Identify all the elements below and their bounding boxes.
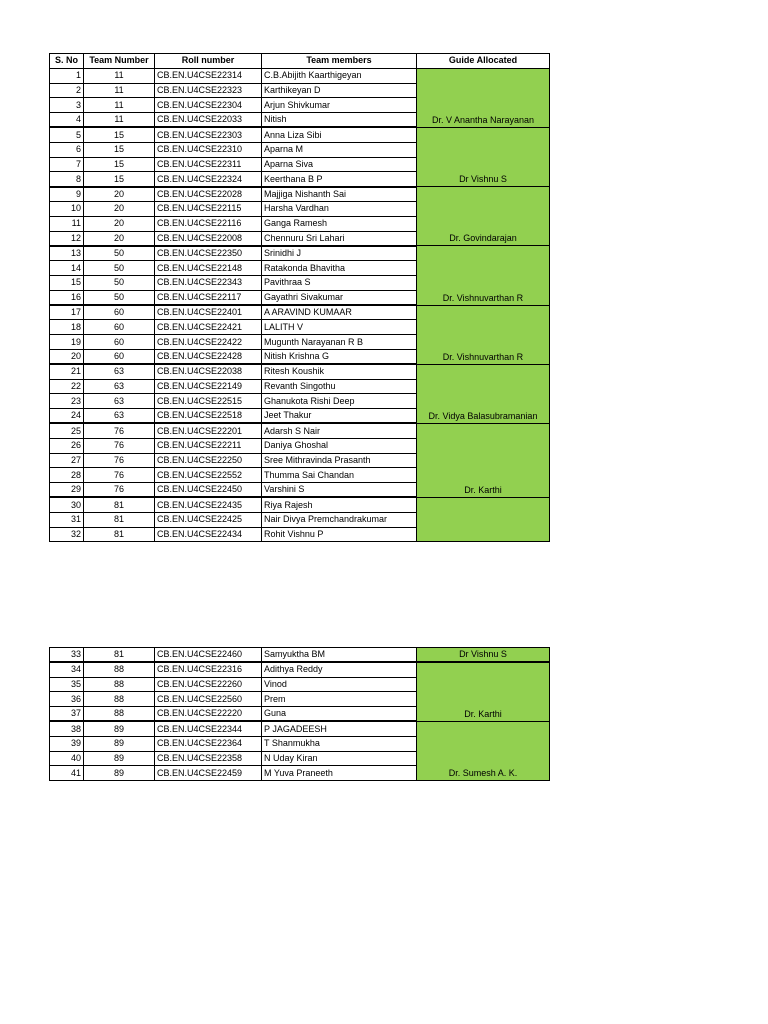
cell-roll-number: CB.EN.U4CSE22033 bbox=[155, 113, 262, 128]
cell-roll-number: CB.EN.U4CSE22116 bbox=[155, 216, 262, 231]
cell-roll-number: CB.EN.U4CSE22028 bbox=[155, 187, 262, 202]
cell-team-member: Ratakonda Bhavitha bbox=[262, 261, 417, 276]
cell-team-number: 76 bbox=[84, 453, 155, 468]
table-row bbox=[50, 648, 550, 663]
guide-allocation-table-1 bbox=[49, 53, 550, 542]
cell-team-member: Gayathri Sivakumar bbox=[262, 290, 417, 305]
cell-team-number: 81 bbox=[84, 497, 155, 512]
cell-team-member: Ganga Ramesh bbox=[262, 216, 417, 231]
cell-sno: 32 bbox=[50, 527, 84, 542]
cell-team-number: 76 bbox=[84, 468, 155, 483]
cell-team-member: C.B.Abijith Kaarthigeyan bbox=[262, 68, 417, 83]
cell-team-member: A ARAVIND KUMAAR bbox=[262, 305, 417, 320]
cell-team-member: M Yuva Praneeth bbox=[262, 766, 417, 781]
cell-sno: 12 bbox=[50, 231, 84, 246]
cell-team-member: Adarsh S Nair bbox=[262, 423, 417, 438]
cell-sno: 20 bbox=[50, 349, 84, 364]
cell-sno: 24 bbox=[50, 409, 84, 424]
header-team-members: Team members bbox=[262, 54, 417, 69]
cell-sno: 2 bbox=[50, 83, 84, 98]
cell-team-number: 11 bbox=[84, 113, 155, 128]
cell-team-number: 63 bbox=[84, 379, 155, 394]
cell-team-number: 81 bbox=[84, 648, 155, 663]
cell-roll-number: CB.EN.U4CSE22211 bbox=[155, 438, 262, 453]
cell-team-member: Aparna Siva bbox=[262, 157, 417, 172]
cell-team-number: 76 bbox=[84, 423, 155, 438]
cell-team-number: 63 bbox=[84, 409, 155, 424]
cell-team-number: 63 bbox=[84, 394, 155, 409]
cell-sno: 7 bbox=[50, 157, 84, 172]
cell-sno: 13 bbox=[50, 246, 84, 261]
cell-team-member: Nitish bbox=[262, 113, 417, 128]
header-row bbox=[50, 54, 550, 69]
table-body-1 bbox=[50, 68, 550, 542]
cell-team-member: Ghanukota Rishi Deep bbox=[262, 394, 417, 409]
cell-roll-number: CB.EN.U4CSE22364 bbox=[155, 736, 262, 751]
cell-roll-number: CB.EN.U4CSE22149 bbox=[155, 379, 262, 394]
cell-team-member: Pavithraa S bbox=[262, 275, 417, 290]
cell-team-number: 60 bbox=[84, 305, 155, 320]
cell-team-member: N Uday Kiran bbox=[262, 751, 417, 766]
cell-roll-number: CB.EN.U4CSE22304 bbox=[155, 98, 262, 113]
cell-team-number: 11 bbox=[84, 68, 155, 83]
cell-team-number: 50 bbox=[84, 261, 155, 276]
cell-sno: 21 bbox=[50, 364, 84, 379]
cell-guide-allocated: Dr Vishnu S bbox=[417, 127, 550, 186]
cell-team-number: 60 bbox=[84, 349, 155, 364]
cell-guide-allocated bbox=[417, 497, 550, 541]
cell-team-member: Samyuktha BM bbox=[262, 648, 417, 663]
cell-roll-number: CB.EN.U4CSE22434 bbox=[155, 527, 262, 542]
cell-sno: 10 bbox=[50, 201, 84, 216]
cell-team-number: 60 bbox=[84, 335, 155, 350]
cell-team-member: Srinidhi J bbox=[262, 246, 417, 261]
cell-roll-number: CB.EN.U4CSE22460 bbox=[155, 648, 262, 663]
cell-team-member: Riya Rajesh bbox=[262, 497, 417, 512]
table-row bbox=[50, 246, 550, 261]
cell-team-member: Daniya Ghoshal bbox=[262, 438, 417, 453]
cell-sno: 14 bbox=[50, 261, 84, 276]
cell-team-number: 60 bbox=[84, 320, 155, 335]
cell-roll-number: CB.EN.U4CSE22560 bbox=[155, 692, 262, 707]
cell-sno: 38 bbox=[50, 721, 84, 736]
cell-guide-allocated: Dr. V Anantha Narayanan bbox=[417, 68, 550, 127]
cell-sno: 16 bbox=[50, 290, 84, 305]
cell-roll-number: CB.EN.U4CSE22425 bbox=[155, 512, 262, 527]
cell-team-member: Varshini S bbox=[262, 483, 417, 498]
cell-roll-number: CB.EN.U4CSE22310 bbox=[155, 142, 262, 157]
cell-team-member: Mugunth Narayanan R B bbox=[262, 335, 417, 350]
cell-team-number: 20 bbox=[84, 187, 155, 202]
cell-guide-allocated: Dr. Vishnuvarthan R bbox=[417, 305, 550, 364]
cell-sno: 17 bbox=[50, 305, 84, 320]
cell-sno: 3 bbox=[50, 98, 84, 113]
cell-sno: 36 bbox=[50, 692, 84, 707]
cell-sno: 27 bbox=[50, 453, 84, 468]
cell-team-number: 76 bbox=[84, 438, 155, 453]
cell-roll-number: CB.EN.U4CSE22038 bbox=[155, 364, 262, 379]
cell-guide-allocated: Dr. Vidya Balasubramanian bbox=[417, 364, 550, 423]
cell-team-member: Karthikeyan D bbox=[262, 83, 417, 98]
cell-roll-number: CB.EN.U4CSE22314 bbox=[155, 68, 262, 83]
cell-team-number: 11 bbox=[84, 83, 155, 98]
cell-roll-number: CB.EN.U4CSE22428 bbox=[155, 349, 262, 364]
cell-roll-number: CB.EN.U4CSE22316 bbox=[155, 662, 262, 677]
cell-roll-number: CB.EN.U4CSE22421 bbox=[155, 320, 262, 335]
cell-sno: 26 bbox=[50, 438, 84, 453]
cell-roll-number: CB.EN.U4CSE22220 bbox=[155, 707, 262, 722]
cell-roll-number: CB.EN.U4CSE22515 bbox=[155, 394, 262, 409]
cell-team-member: Nair Divya Premchandrakumar bbox=[262, 512, 417, 527]
cell-sno: 6 bbox=[50, 142, 84, 157]
cell-team-member: Vinod bbox=[262, 677, 417, 692]
cell-sno: 33 bbox=[50, 648, 84, 663]
cell-team-number: 88 bbox=[84, 677, 155, 692]
cell-roll-number: CB.EN.U4CSE22552 bbox=[155, 468, 262, 483]
cell-team-member: Rohit Vishnu P bbox=[262, 527, 417, 542]
cell-sno: 18 bbox=[50, 320, 84, 335]
cell-team-number: 89 bbox=[84, 766, 155, 781]
cell-team-member: Anna Liza Sibi bbox=[262, 127, 417, 142]
cell-team-member: Aparna M bbox=[262, 142, 417, 157]
table-row bbox=[50, 662, 550, 677]
cell-team-number: 20 bbox=[84, 231, 155, 246]
cell-roll-number: CB.EN.U4CSE22344 bbox=[155, 721, 262, 736]
cell-team-number: 20 bbox=[84, 201, 155, 216]
cell-roll-number: CB.EN.U4CSE22117 bbox=[155, 290, 262, 305]
cell-sno: 23 bbox=[50, 394, 84, 409]
cell-roll-number: CB.EN.U4CSE22250 bbox=[155, 453, 262, 468]
header-team-number: Team Number bbox=[84, 54, 155, 69]
cell-team-member: Thumma Sai Chandan bbox=[262, 468, 417, 483]
cell-team-number: 11 bbox=[84, 98, 155, 113]
cell-sno: 41 bbox=[50, 766, 84, 781]
table-row bbox=[50, 127, 550, 142]
cell-sno: 34 bbox=[50, 662, 84, 677]
cell-sno: 35 bbox=[50, 677, 84, 692]
cell-team-number: 50 bbox=[84, 275, 155, 290]
cell-sno: 11 bbox=[50, 216, 84, 231]
table-row bbox=[50, 721, 550, 736]
cell-team-member: Prem bbox=[262, 692, 417, 707]
cell-team-member: Guna bbox=[262, 707, 417, 722]
cell-roll-number: CB.EN.U4CSE22311 bbox=[155, 157, 262, 172]
cell-team-member: Majjiga Nishanth Sai bbox=[262, 187, 417, 202]
cell-team-number: 88 bbox=[84, 707, 155, 722]
cell-sno: 39 bbox=[50, 736, 84, 751]
cell-roll-number: CB.EN.U4CSE22323 bbox=[155, 83, 262, 98]
table-row bbox=[50, 305, 550, 320]
cell-team-member: Chennuru Sri Lahari bbox=[262, 231, 417, 246]
cell-team-number: 76 bbox=[84, 483, 155, 498]
cell-roll-number: CB.EN.U4CSE22422 bbox=[155, 335, 262, 350]
cell-guide-allocated: Dr. Vishnuvarthan R bbox=[417, 246, 550, 305]
cell-roll-number: CB.EN.U4CSE22358 bbox=[155, 751, 262, 766]
cell-sno: 29 bbox=[50, 483, 84, 498]
cell-team-member: Adithya Reddy bbox=[262, 662, 417, 677]
cell-roll-number: CB.EN.U4CSE22343 bbox=[155, 275, 262, 290]
cell-team-member: T Shanmukha bbox=[262, 736, 417, 751]
cell-team-member: Ritesh Koushik bbox=[262, 364, 417, 379]
cell-sno: 19 bbox=[50, 335, 84, 350]
cell-roll-number: CB.EN.U4CSE22148 bbox=[155, 261, 262, 276]
cell-roll-number: CB.EN.U4CSE22450 bbox=[155, 483, 262, 498]
cell-team-number: 81 bbox=[84, 512, 155, 527]
table-row bbox=[50, 187, 550, 202]
cell-roll-number: CB.EN.U4CSE22435 bbox=[155, 497, 262, 512]
table-row bbox=[50, 423, 550, 438]
cell-team-number: 15 bbox=[84, 172, 155, 187]
cell-sno: 15 bbox=[50, 275, 84, 290]
cell-roll-number: CB.EN.U4CSE22303 bbox=[155, 127, 262, 142]
cell-team-number: 50 bbox=[84, 290, 155, 305]
cell-sno: 1 bbox=[50, 68, 84, 83]
cell-team-member: Arjun Shivkumar bbox=[262, 98, 417, 113]
cell-guide-allocated: Dr. Karthi bbox=[417, 423, 550, 497]
cell-team-number: 89 bbox=[84, 736, 155, 751]
header-sno: S. No bbox=[50, 54, 84, 69]
header-guide-allocated: Guide Allocated bbox=[417, 54, 550, 69]
cell-team-number: 50 bbox=[84, 246, 155, 261]
cell-sno: 37 bbox=[50, 707, 84, 722]
cell-guide-allocated: Dr. Karthi bbox=[417, 662, 550, 721]
cell-roll-number: CB.EN.U4CSE22518 bbox=[155, 409, 262, 424]
cell-roll-number: CB.EN.U4CSE22008 bbox=[155, 231, 262, 246]
cell-team-number: 15 bbox=[84, 127, 155, 142]
table-row bbox=[50, 68, 550, 83]
cell-team-member: Revanth Singothu bbox=[262, 379, 417, 394]
cell-team-member: P JAGADEESH bbox=[262, 721, 417, 736]
cell-guide-allocated: Dr. Sumesh A. K. bbox=[417, 721, 550, 780]
cell-sno: 4 bbox=[50, 113, 84, 128]
cell-team-number: 89 bbox=[84, 721, 155, 736]
table-body-2 bbox=[50, 648, 550, 781]
cell-team-member: Sree Mithravinda Prasanth bbox=[262, 453, 417, 468]
header-roll-number: Roll number bbox=[155, 54, 262, 69]
cell-team-member: Harsha Vardhan bbox=[262, 201, 417, 216]
cell-roll-number: CB.EN.U4CSE22459 bbox=[155, 766, 262, 781]
cell-roll-number: CB.EN.U4CSE22115 bbox=[155, 201, 262, 216]
cell-sno: 5 bbox=[50, 127, 84, 142]
cell-sno: 30 bbox=[50, 497, 84, 512]
cell-team-member: LALITH V bbox=[262, 320, 417, 335]
table-row bbox=[50, 364, 550, 379]
cell-team-member: Jeet Thakur bbox=[262, 409, 417, 424]
cell-team-member: Nitish Krishna G bbox=[262, 349, 417, 364]
cell-roll-number: CB.EN.U4CSE22401 bbox=[155, 305, 262, 320]
cell-sno: 28 bbox=[50, 468, 84, 483]
cell-team-number: 81 bbox=[84, 527, 155, 542]
cell-sno: 22 bbox=[50, 379, 84, 394]
guide-allocation-table-2 bbox=[49, 647, 550, 781]
cell-sno: 8 bbox=[50, 172, 84, 187]
cell-sno: 40 bbox=[50, 751, 84, 766]
cell-roll-number: CB.EN.U4CSE22324 bbox=[155, 172, 262, 187]
cell-team-number: 63 bbox=[84, 364, 155, 379]
cell-roll-number: CB.EN.U4CSE22260 bbox=[155, 677, 262, 692]
cell-team-number: 15 bbox=[84, 157, 155, 172]
cell-roll-number: CB.EN.U4CSE22201 bbox=[155, 423, 262, 438]
cell-team-number: 88 bbox=[84, 692, 155, 707]
cell-guide-allocated: Dr Vishnu S bbox=[417, 648, 550, 663]
cell-sno: 25 bbox=[50, 423, 84, 438]
cell-team-member: Keerthana B P bbox=[262, 172, 417, 187]
cell-guide-allocated: Dr. Govindarajan bbox=[417, 187, 550, 246]
table-row bbox=[50, 497, 550, 512]
cell-sno: 9 bbox=[50, 187, 84, 202]
cell-sno: 31 bbox=[50, 512, 84, 527]
cell-roll-number: CB.EN.U4CSE22350 bbox=[155, 246, 262, 261]
cell-team-number: 88 bbox=[84, 662, 155, 677]
cell-team-number: 15 bbox=[84, 142, 155, 157]
cell-team-number: 20 bbox=[84, 216, 155, 231]
cell-team-number: 89 bbox=[84, 751, 155, 766]
